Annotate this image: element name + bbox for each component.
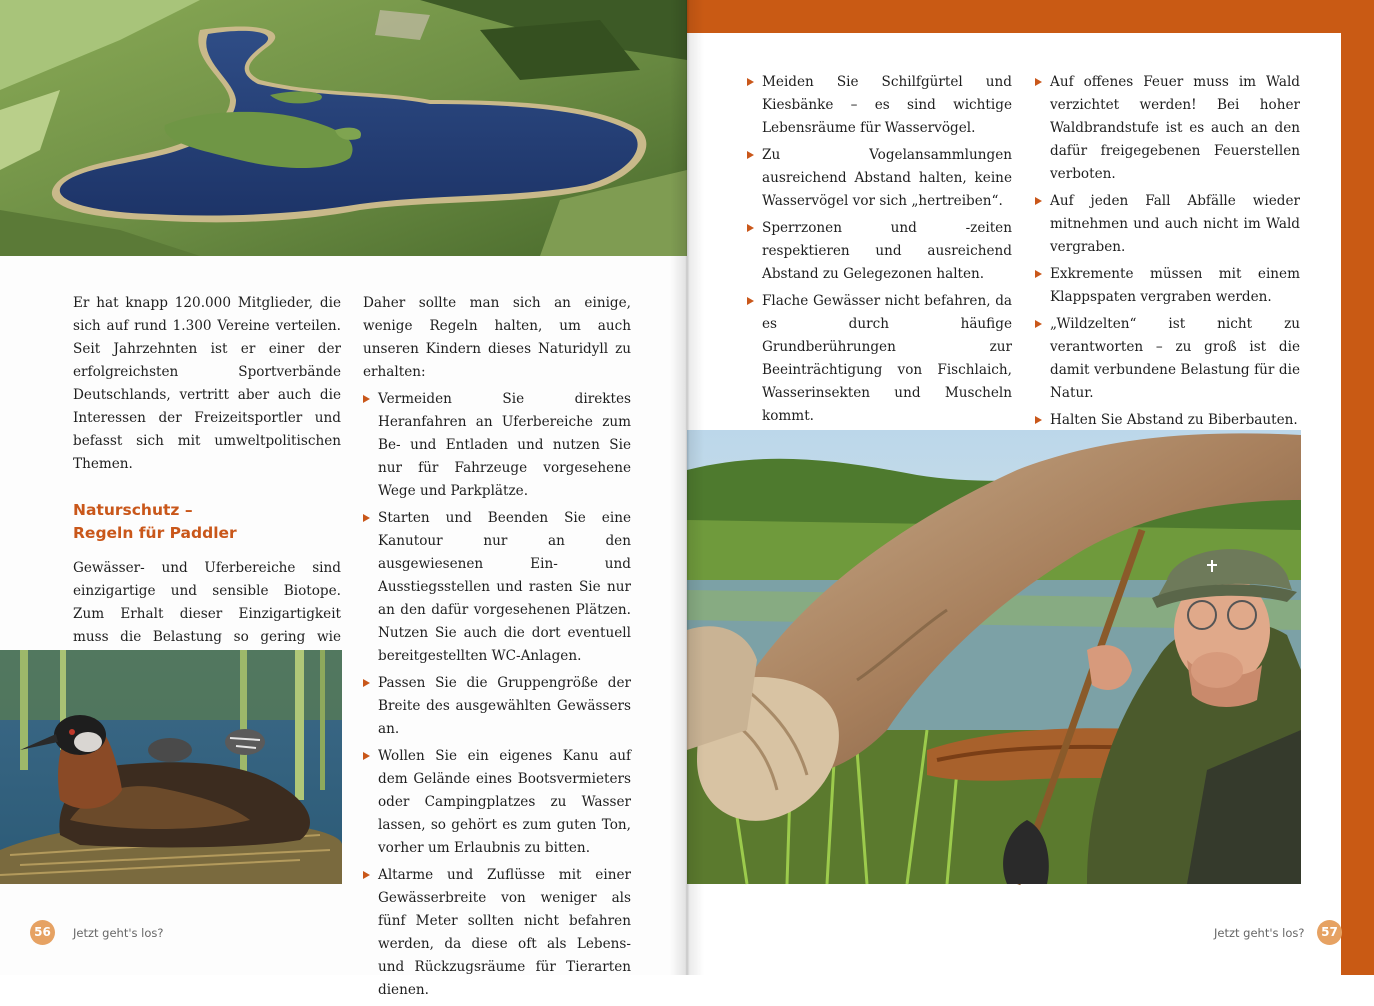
- left-column: [73, 292, 341, 672]
- rules-column-right-2: [1035, 71, 1300, 436]
- rule-item: Meiden Sie Schilfgürtel und Kiesbänke – es sind wichtige Lebensräume für Wasservögel.: [747, 71, 1012, 140]
- beaver-tree-paddler-photo: [687, 430, 1301, 884]
- rules-list-right-2: [1035, 71, 1300, 432]
- grebe-nest-photo: [0, 650, 342, 884]
- body-paragraph: Gewässer- und Uferbereiche sind einzigartige und sensible Biotope. Zum Erhalt dieser Einzigartigkeit muss die Belastung so gering wie: [73, 560, 341, 645]
- rule-item: Auf offenes Feuer muss im Wald verzichtet werden! Bei hoher Waldbrandstufe ist es auch an den dafür freigegebenen Feuerstellen verboten.: [1035, 71, 1300, 186]
- rule-item: Wollen Sie ein eigenes Kanu auf dem Gelände eines Bootsvermieters oder Campingplatzes zu Wasser lassen, so gehört es zum guten Ton, vorher um Erlaubnis zu bitten.: [363, 745, 631, 860]
- page-number-right: 57: [1317, 920, 1342, 945]
- rule-item: „Wildzelten“ ist nicht zu verantworten – zu groß ist die damit verbundene Belastung für die Natur.: [1035, 313, 1300, 405]
- aerial-lake-photo: [0, 0, 687, 256]
- running-title-left: Jetzt geht's los?: [73, 926, 164, 940]
- section-heading-line2: Regeln für Paddler: [73, 524, 237, 542]
- rules-intro: Daher sollte man sich an einige, wenige Regeln halten, um auch unseren Kindern dieses Naturidyll zu erhalten:: [363, 295, 631, 380]
- rule-item: Starten und Beenden Sie eine Kanutour nur an den ausgewiesenen Ein- und Ausstiegsstellen und rasten Sie nur an den dafür vorgesehenen Plätzen. Nutzen Sie auch die dort eventuell bereitgestellten WC-Anlagen.: [363, 507, 631, 668]
- rule-item: Halten Sie Abstand zu Biberbauten.: [1035, 409, 1300, 432]
- rules-column-left: [363, 292, 631, 1006]
- right-page: [687, 0, 1374, 975]
- rule-item: Altarme und Zuflüsse mit einer Gewässerbreite von weniger als fünf Meter sollten nicht befahren werden, da diese oft als Lebens- und Rückzugsräume für Tierarten dienen.: [363, 864, 631, 1002]
- rule-item: Auf jeden Fall Abfälle wieder mitnehmen und auch nicht im Wald vergraben.: [1035, 190, 1300, 259]
- rules-list-right-1: [747, 71, 1012, 428]
- intro-paragraph: Er hat knapp 120.000 Mitglieder, die sich auf rund 1.300 Vereine verteilen. Seit Jahrzehnten ist er einer der erfolgreichsten Sportverbände Deutschlands, vertritt aber auch die Interessen der Freizeitsportler und befasst sich mit umweltpolitischen Themen.: [73, 295, 341, 472]
- left-page: [0, 0, 687, 998]
- rule-item: Zu Vogelansammlungen ausreichend Abstand halten, keine Wasservögel vor sich „hertreiben“.: [747, 144, 1012, 213]
- rule-item: Exkremente müssen mit einem Klappspaten vergraben werden.: [1035, 263, 1300, 309]
- running-title-right: Jetzt geht's los?: [1214, 926, 1305, 940]
- rule-item: Passen Sie die Gruppengröße der Breite des ausgewählten Gewässers an.: [363, 672, 631, 741]
- rules-list-left: [363, 388, 631, 1002]
- section-heading-line1: Naturschutz –: [73, 501, 193, 519]
- right-page-content: [687, 33, 1341, 975]
- rules-column-right-1: [747, 71, 1012, 432]
- rule-item: Vermeiden Sie direktes Heranfahren an Uferbereiche zum Be- und Entladen und nutzen Sie nur für Fahrzeuge vorgesehene Wege und Parkplätze.: [363, 388, 631, 503]
- rule-item: Sperrzonen und -zeiten respektieren und ausreichend Abstand zu Gelegezonen halten.: [747, 217, 1012, 286]
- page-number-left: 56: [30, 920, 55, 945]
- rule-item: Flache Gewässer nicht befahren, da es durch häufige Grundberührungen zur Beeinträchtigung von Fischlaich, Wasserinsekten und Muscheln kommt.: [747, 290, 1012, 428]
